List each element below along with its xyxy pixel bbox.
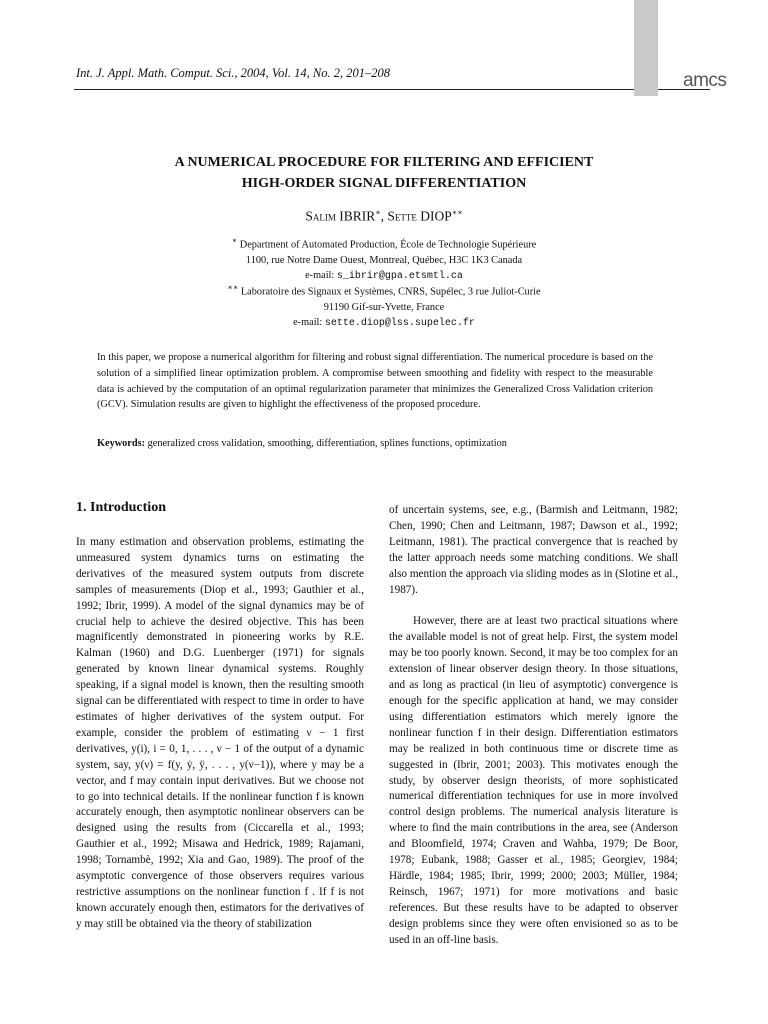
affiliation-1-line2: 1100, rue Notre Dame Ouest, Montreal, Québec, H3C 1K3 Canada (245, 254, 523, 266)
author-1-mark: ∗ (375, 208, 381, 217)
author-2: Sette DIOP (387, 208, 452, 224)
section-title-introduction: 1. Introduction (76, 500, 166, 515)
affiliation-2 (0, 280, 768, 332)
intro-paragraph-2: However, there are at least two practical situations where the available model is not of great help. First, the system model may be too poorly known. Second, it may be too complex for an extension of linear observer design theory. In those situations, and as long as practical (in lieu of asymptotic) convergence is enough for the specific application at hand, we may consider using differentiation estimators which merely ignore the nonlinear function f in their design. Differentiation estimators may be realized in both continuous time or discrete time as suggested in (Ibrir, 2001; 2003). This motivates enough the study, by observer design theorists, of more sophisticated numerical differentiation techniques for use in more involved control design problems. The numerical analysis literature is where to find the main contributions in the area, see (Anderson and Bloomfield, 1974; Craven and Wahba, 1979; De Boor, 1978; Eubank, 1988; Gasser et al., 1985; Georgiev, 1984; Härdle, 1984; 1985; Ibrir, 1999; 2000; 2003; Müller, 1984; Reinsch, 1967; 1971) for more motivations and basic references. But these results have to be adapted to observer design problems since they were often envisioned so as to be used in an off-line basis. (389, 615, 678, 946)
amcs-tab (634, 0, 658, 96)
abstract: In this paper, we propose a numerical algorithm for filtering and robust signal differentiation. The numerical procedure is based on the solution of a simplified linear optimization problem. A compromise between smoothing and fidelity with respect to the measurable data is achieved by the computation of an optimal regularization parameter that minimizes the Generalized Cross Validation criterion (GCV). Simulation results are given to highlight the effectiveness of the proposed procedure. (97, 352, 653, 411)
affiliation-1-mark: ∗ (231, 236, 238, 245)
title-line-1: A NUMERICAL PROCEDURE FOR FILTERING AND EFFICIENT (174, 155, 594, 170)
right-column (389, 503, 678, 948)
affiliation-2-email-line: e-mail: sette.diop@lss.supelec.fr (293, 317, 475, 330)
email-link-2[interactable]: sette.diop@lss.supelec.fr (324, 318, 475, 330)
author-2-mark: ∗∗ (451, 208, 463, 217)
affiliation-2-mark: ∗∗ (227, 283, 239, 292)
affiliation-2-line1: ∗∗ Laboratoire des Signaux et Systèmes, CNRS, Supélec, 3 rue Juliot-Curie (227, 283, 541, 298)
author-1: Salim IBRIR (305, 208, 376, 224)
affiliation-1 (0, 233, 768, 285)
affiliation-2-line2: 91190 Gif-sur-Yvette, France (323, 301, 445, 313)
intro-paragraph-1-continued: of uncertain systems, see, e.g., (Barmish and Leitmann, 1982; Chen, 1990; Chen and Leitmann, 1987; Dawson et al., 1992; Leitmann, 1981). The practical convergence that is reached by the latter approach needs some matching conditions. We shall also mention the approach via sliding modes as in (Slotine et al., 1987). (389, 504, 678, 596)
authors (0, 208, 768, 225)
intro-paragraph-1: In many estimation and observation problems, estimating the unmeasured system dynamics turns on estimating the derivatives of the measured system outputs from discrete samples of measurements (Diop et al., 1993; Gauthier et al., 1992; Ibrir, 1999). A model of the signal dynamics may be of crucial help to achieve the desired objective. This has been magnificently demonstrated in pioneering works by R.E. Kalman (1960) and D.G. Luenberger (1971) for signals generated by known linear dynamical systems. Roughly speaking, if a signal model is known, then the resulting smooth signal can be differentiated with respect to time in order to have estimates of higher derivatives of the system output. For example, consider the problem of estimating ν − 1 first derivatives, y(i), i = 0, 1, . . . , ν − 1 of the output of a dynamic system, say, y(ν) = f(y, ẏ, ÿ, . . . , y(ν−1)), where y may be a vector, and f may contain input derivatives. But we choose not to go into technical details. If the nonlinear function f is known accurately enough, then asymptotic nonlinear observers can be designed using the results from (Ciccarella et al., 1993; Gauthier et al., 1992; Misawa and Hedrick, 1989; Rajamani, 1998; Tornambè, 1992; Xia and Gao, 1989). The proof of the asymptotic convergence of those observers requires various restrictive assumptions on the nonlinear function f . If f is not known accurately enough then, estimators for the derivatives of y may still be obtained via the theory of stabilization (76, 536, 364, 930)
title-line-2: HIGH-ORDER SIGNAL DIFFERENTIATION (241, 176, 527, 191)
left-column (76, 535, 364, 933)
amcs-logo: amcs (683, 70, 727, 91)
keywords-text: generalized cross validation, smoothing, differentiation, splines functions, optimization (145, 438, 507, 449)
affiliation-1-email-line: e-mail: s_ibrir@gpa.etsmtl.ca (305, 270, 463, 283)
paper-title (0, 152, 768, 194)
keywords (97, 438, 653, 449)
email-link-1[interactable]: s_ibrir@gpa.etsmtl.ca (336, 271, 463, 283)
author-separator: , (380, 208, 388, 224)
keywords-label: Keywords: (97, 438, 146, 449)
affiliation-1-line1: ∗ Department of Automated Production, École de Technologie Supérieure (231, 236, 537, 251)
header-rule (74, 89, 710, 90)
journal-header: Int. J. Appl. Math. Comput. Sci., 2004, Vol. 14, No. 2, 201–208 (76, 66, 390, 80)
